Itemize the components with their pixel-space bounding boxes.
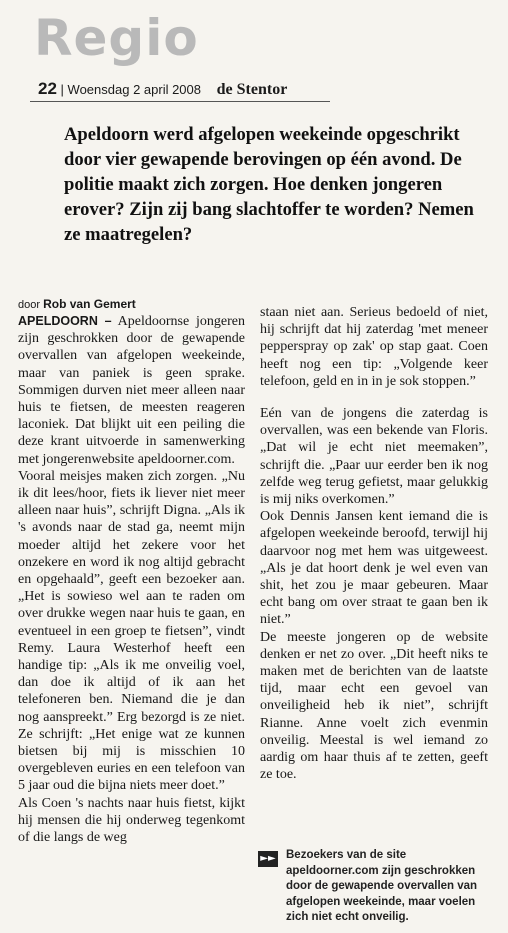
newspaper-name: de Stentor bbox=[216, 81, 288, 98]
article-intro: Apeldoorn werd afgelopen weekeinde opgeschrikt door vier gewapende berovingen op één avond. De politie maakt zich zorgen. Hoe denken jongeren erover? Zijn zij bang slachtoffer te worden? Nemen ze maatregelen? bbox=[64, 124, 474, 245]
publication-date: | Woensdag 2 april 2008 bbox=[60, 82, 202, 97]
section-title: Regio bbox=[34, 9, 199, 67]
dateline bbox=[38, 80, 338, 99]
byline bbox=[18, 296, 245, 313]
article-paragraph: Als Coen 's nachts naar huis fietst, kijkt hij mensen die hij onderweg tegenkomt of die langs de weg bbox=[18, 795, 245, 846]
article-paragraph: Ook Dennis Jansen kent iemand die is afgelopen weekeinde beroofd, terwijl hij daarvoor nog met hem was uitgeweest. „Als je dat hoort denk je wel even van shit, het zou je maar gebeuren. Maar echt bang om over straat te gaan ben ik niet.” bbox=[260, 509, 488, 628]
article-paragraph: staan niet aan. Serieus bedoeld of niet, hij schrijft dat hij zaterdag 'met meneer pepperspray op zak' op stap gaat. Coen heeft nog een tip: „Volgende keer telefoon, geld en in in je sok stoppen.” bbox=[260, 305, 488, 389]
article-paragraph: De meeste jongeren op de website denken er net zo over. „Dit heeft niks te maken met de berichten van de laatste tijd, maar echt een gevoel van onveiligheid heb ik niet”, schrijft Rianne. Anne voelt zich evenmin onveilig. Meestal is wel iemand zo aardig om haar thuis af te zetten, geeft ze toe. bbox=[260, 629, 488, 783]
teaser-text: Bezoekers van de site apeldoorner.com zijn geschrokken door de gewapende overvallen van afgelopen weekeinde, maar voelen zich niet echt onveilig. bbox=[286, 849, 478, 923]
paragraph-text: Apeldoornse jongeren zijn geschrokken door de gewapende overvallen van afgelopen weekeinde, maar van paniek is geen sprake. Sommigen durven niet meer alleen naar huis te fietsen, de meesten reageren laconiek. Dat blijkt uit een peiling die deze krant uitvoerde in samenwerking met jongerenwebsite apeldoorner.com. bbox=[18, 314, 245, 467]
article-column-2 bbox=[260, 304, 488, 783]
article-paragraph: Vooral meisjes maken zich zorgen. „Nu ik dit lees/hoor, fiets ik liever niet meer alleen naar huis”, schrijft Digna. „Als ik 's avonds naar de stad ga, neemt mijn moeder altijd het zekere voor het onzekere en word ik nog altijd gebracht en opgehaald”, geeft een bezoeker aan. „Het is sowieso wel aan te raden om over drukke wegen naar huis te gaan, en eventueel in een groep te fietsen”, vindt Remy. Laura Westerhof heeft een handige tip: „Als ik me onveilig voel, dan doe ik altijd of ik aan het telefoneren ben. Niemand die je dan nog aanspreekt.” Erg bezorgd is ze niet. Ze schrijft: „Het enige wat ze kunnen bietsen bij mij is misschien 10 overgebleven euries en een telefoon van 5 jaar oud die bijna niets meer doet.” bbox=[18, 468, 245, 794]
dateline-place: APELDOORN – bbox=[18, 314, 112, 328]
header-rule bbox=[30, 101, 330, 102]
fast-forward-icon: ►► bbox=[258, 851, 278, 867]
page-number: 22 bbox=[38, 79, 57, 98]
article-paragraph: Eén van de jongens die zaterdag is overvallen, was een bekende van Floris. „Dat wil je echt niet meemaken”, schrijft die. „Paar uur eerder ben ik nog zelfde weg terug gefietst, maar gelukkig is mij niks overkomen.” bbox=[260, 406, 488, 508]
article-paragraph bbox=[18, 313, 245, 468]
paragraph-gap bbox=[260, 390, 488, 405]
article-column-1 bbox=[18, 296, 245, 846]
byline-author: Rob van Gemert bbox=[43, 297, 136, 311]
byline-prefix: door bbox=[18, 299, 41, 311]
